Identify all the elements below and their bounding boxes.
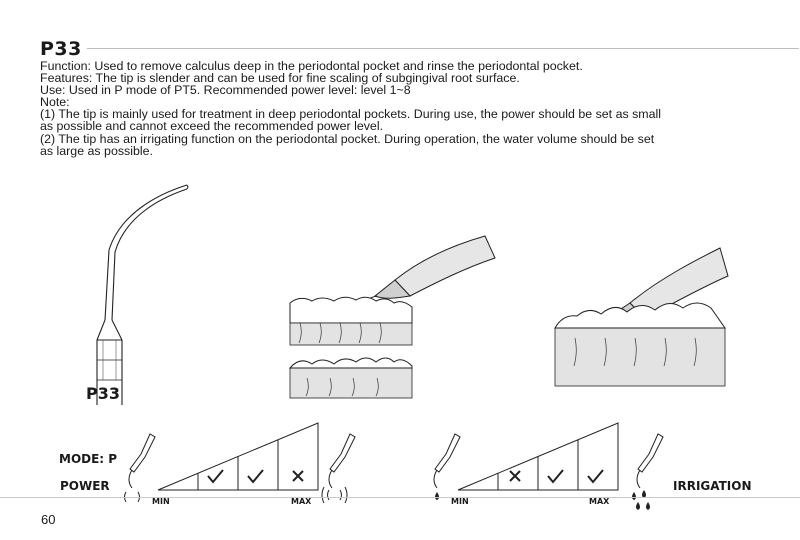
irrigation-max-label: MAX	[589, 497, 610, 506]
power-handpiece-max-icon	[320, 432, 360, 507]
note-1-line-2: as possible and cannot exceed the recommended power level.	[40, 119, 384, 134]
irrigation-min-label: MIN	[451, 497, 469, 506]
note-1-line-1: (1) The tip is mainly used for treatment in deep periodontal pockets. During use, the power should be set as small	[40, 107, 662, 122]
power-label: POWER	[60, 479, 110, 493]
page-number: 60	[41, 512, 56, 527]
footer-divider	[0, 497, 800, 498]
use-text: Use: Used in P mode of PT5. Recommended power level: level 1~8	[40, 83, 411, 98]
mode-label: MODE: P	[59, 452, 118, 466]
tip-model-label: P33	[86, 384, 120, 403]
tip-illustration	[75, 180, 195, 410]
note-2-line-2: as large as possible.	[40, 143, 153, 158]
page-title: P33	[40, 38, 82, 60]
irrigation-handpiece-max-icon	[628, 432, 668, 512]
note-label: Note:	[40, 95, 70, 110]
power-min-label: MIN	[152, 497, 170, 506]
title-divider	[87, 48, 799, 49]
jaw-illustration-left	[285, 228, 515, 403]
jaw-illustration-right	[550, 228, 730, 388]
description-block	[40, 60, 780, 157]
features-text: Features: The tip is slender and can be used for fine scaling of subgingival root surface.	[40, 71, 520, 86]
note-2-line-1: (2) The tip has an irrigating function on the periodontal pocket. During operation, the water volume should be set	[40, 131, 655, 146]
power-level-chart	[148, 418, 323, 493]
power-max-label: MAX	[291, 497, 312, 506]
function-text: Function: Used to remove calculus deep in the periodontal pocket and rinse the periodontal pocket.	[40, 59, 583, 73]
irrigation-level-chart	[448, 418, 623, 493]
irrigation-label: IRRIGATION	[673, 479, 752, 493]
